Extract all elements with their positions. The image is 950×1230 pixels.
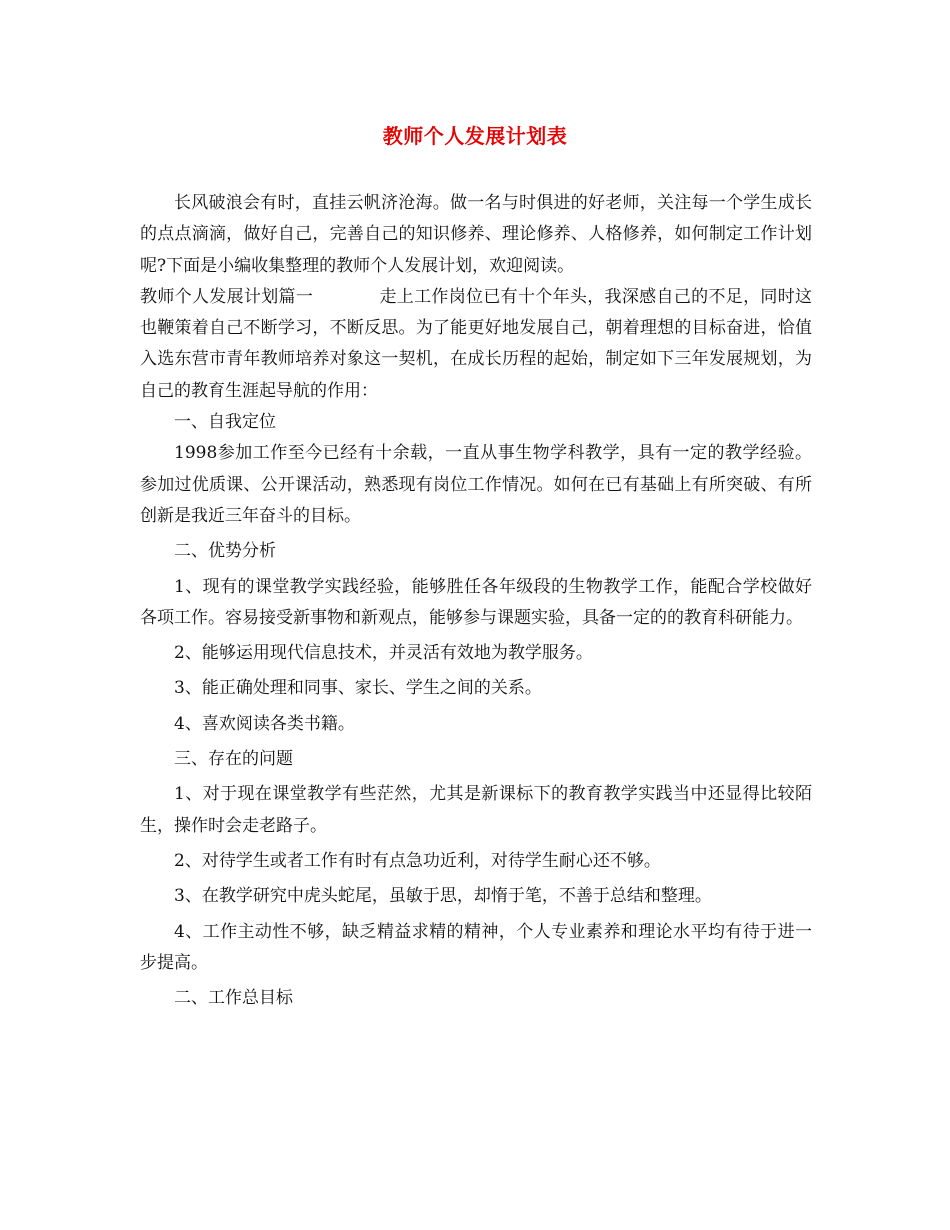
section2-item: 4、喜欢阅读各类书籍。 [174, 713, 355, 734]
intro-paragraph: 长风破浪会有时，直挂云帆济沧海。做一名与时俱进的好老师，关注每一个学生成长的点点滴滴，做好自己，完善自己的知识修养、理论修养、人格修养，如何制定工作计划呢?下面是小编收集整理的教师个人发展计划，欢迎阅读。 [140, 193, 812, 276]
document-title: 教师个人发展计划表 [382, 124, 568, 148]
section2-item: 2、能够运用现代信息技术，并灵活有效地为教学服务。 [174, 643, 593, 664]
section3-heading: 三、存在的问题 [174, 749, 293, 770]
document-body [140, 188, 812, 1014]
section2-heading: 二、优势分析 [174, 541, 276, 562]
section2-item: 1、现有的课堂教学实践经验，能够胜任各年级段的生物教学工作，能配合学校做好各项工作。容易接受新事物和新观点，能够参与课题实验，具备一定的的教育科研能力。 [140, 576, 812, 628]
section3-item: 3、在教学研究中虎头蛇尾，虽敏于思，却惰于笔，不善于总结和整理。 [174, 886, 712, 907]
part1-paragraph [140, 282, 812, 407]
part1-label: 教师个人发展计划篇一 [140, 286, 314, 307]
section3-item: 1、对于现在课堂教学有些茫然，尤其是新课标下的教育教学实践当中还显得比较陌生，操作时会走老路子。 [140, 784, 812, 836]
section4-heading: 二、工作总目标 [174, 988, 293, 1009]
section3-item: 2、对待学生或者工作有时有点急功近利，对待学生耐心还不够。 [174, 850, 661, 871]
section1-paragraph: 1998参加工作至今已经有十余载，一直从事生物学科教学，具有一定的教学经验。参加过优质课、公开课活动，熟悉现有岗位工作情况。如何在已有基础上有所突破、有所创新是我近三年奋斗的目标。 [140, 443, 812, 526]
section2-item: 3、能正确处理和同事、家长、学生之间的关系。 [174, 678, 542, 699]
section1-heading: 一、自我定位 [174, 412, 276, 433]
section3-item: 4、工作主动性不够，缺乏精益求精的精神，个人专业素养和理论水平均有待于进一步提高。 [140, 921, 812, 973]
part1-text: 走上工作岗位已有十个年头，我深感自己的不足，同时这也鞭策着自己不断学习，不断反思。为了能更好地发展自己，朝着理想的目标奋进，恰值入选东营市青年教师培养对象这一契机，在成长历程的起始，制定如下三年发展规划，为自己的教育生涯起导航的作用： [140, 286, 813, 401]
